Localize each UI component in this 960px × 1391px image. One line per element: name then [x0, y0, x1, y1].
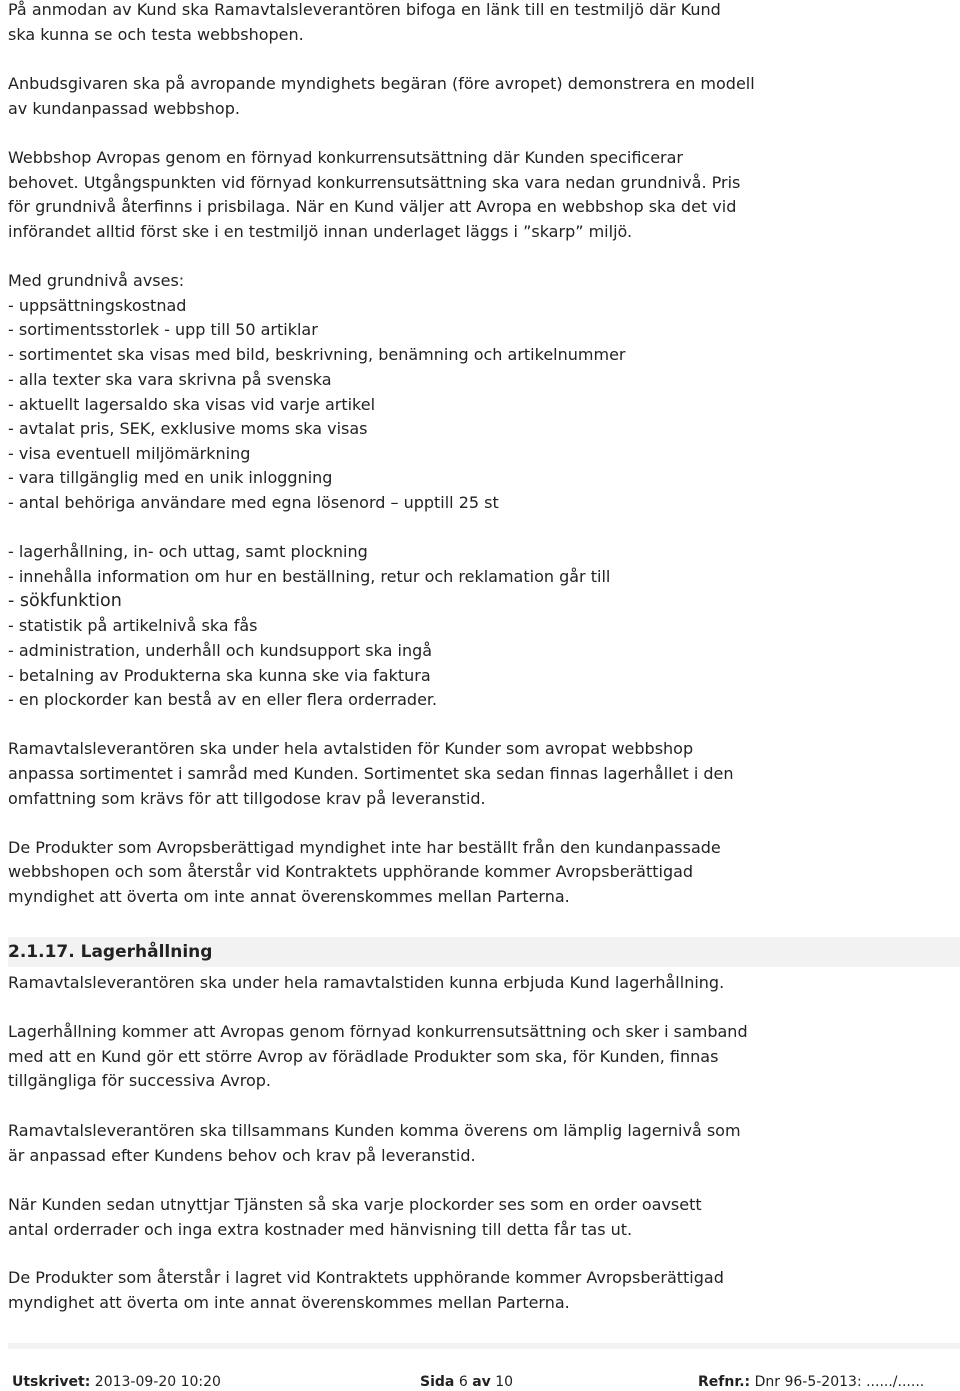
list-item: - betalning av Produkterna ska kunna ske via faktura	[8, 666, 431, 685]
list-item: - innehålla information om hur en beställning, retur och reklamation går till	[8, 567, 611, 586]
paragraph-line: av kundanpassad webbshop.	[8, 99, 240, 118]
list-item: - sortimentet ska visas med bild, beskrivning, benämning och artikelnummer	[8, 345, 626, 364]
paragraph-line: De Produkter som återstår i lagret vid Kontraktets upphörande kommer Avropsberättigad	[8, 1268, 724, 1287]
paragraph-line: Ramavtalsleverantören ska under hela avtalstiden för Kunder som avropat webbshop	[8, 739, 694, 758]
paragraph-line: myndighet att överta om inte annat överenskommes mellan Parterna.	[8, 1293, 570, 1312]
list-item: - uppsättningskostnad	[8, 296, 187, 315]
paragraph-line: anpassa sortimentet i samråd med Kunden. Sortimentet ska sedan finnas lagerhållet i den	[8, 764, 734, 783]
paragraph-line: ska kunna se och testa webbshopen.	[8, 25, 304, 44]
list-item: - administration, underhåll och kundsupport ska ingå	[8, 641, 433, 660]
list-item: - alla texter ska vara skrivna på svenska	[8, 370, 332, 389]
paragraph-line: med att en Kund gör ett större Avrop av förädlade Produkter som ska, för Kunden, finnas	[8, 1047, 719, 1066]
list-item: - visa eventuell miljömärkning	[8, 444, 251, 463]
paragraph-line: för grundnivå återfinns i prisbilaga. När en Kund väljer att Avropa en webbshop ska det vid	[8, 197, 737, 216]
page-label: Sida	[420, 1374, 455, 1390]
paragraph-line: De Produkter som Avropsberättigad myndighet inte har beställt från den kundanpassade	[8, 838, 721, 857]
list-intro: Med grundnivå avses:	[8, 271, 185, 290]
list-item: - sortimentsstorlek - upp till 50 artiklar	[8, 320, 318, 339]
paragraph-line: är anpassad efter Kundens behov och krav på leveranstid.	[8, 1146, 476, 1165]
paragraph-line: tillgängliga för successiva Avrop.	[8, 1071, 272, 1090]
paragraph-line: behovet. Utgångspunkten vid förnyad konkurrensutsättning ska vara nedan grundnivå. Pris	[8, 173, 741, 192]
page-of: av	[472, 1374, 491, 1390]
paragraph-line: På anmodan av Kund ska Ramavtalsleverantören bifoga en länk till en testmiljö där Kund	[8, 0, 721, 19]
paragraph-line: webbshopen och som återstår vid Kontraktets upphörande kommer Avropsberättigad	[8, 862, 694, 881]
list-item: - sökfunktion	[8, 591, 122, 611]
footer-divider	[8, 1343, 960, 1349]
list-item: - avtalat pris, SEK, exklusive moms ska visas	[8, 419, 368, 438]
section-heading: 2.1.17. Lagerhållning	[8, 942, 213, 962]
paragraph-line: Ramavtalsleverantören ska under hela ramavtalstiden kunna erbjuda Kund lagerhållning.	[8, 973, 725, 992]
printed-value: 2013-09-20 10:20	[94, 1374, 221, 1390]
paragraph-line: antal orderrader och inga extra kostnader med hänvisning till detta får tas ut.	[8, 1220, 633, 1239]
list-item: - antal behöriga användare med egna lösenord – upptill 25 st	[8, 493, 499, 512]
ref-suffix: ....../......	[866, 1374, 925, 1390]
paragraph-line: Ramavtalsleverantören ska tillsammans Kunden komma överens om lämplig lagernivå som	[8, 1121, 741, 1140]
printed-label: Utskrivet:	[12, 1374, 91, 1390]
list-item: - statistik på artikelnivå ska fås	[8, 616, 258, 635]
paragraph-line: införandet alltid först ske i en testmiljö innan underlaget läggs i ”skarp” miljö.	[8, 222, 633, 241]
paragraph-line: När Kunden sedan utnyttjar Tjänsten så ska varje plockorder ses som en order oavsett	[8, 1195, 702, 1214]
ref-label: Refnr.:	[698, 1374, 751, 1390]
list-item: - vara tillgänglig med en unik inloggning	[8, 468, 333, 487]
paragraph-line: Webbshop Avropas genom en förnyad konkurrensutsättning där Kunden specificerar	[8, 148, 684, 167]
ref-value: Dnr 96-5-2013:	[754, 1374, 862, 1390]
list-item: - aktuellt lagersaldo ska visas vid varje artikel	[8, 395, 376, 414]
paragraph-line: myndighet att överta om inte annat överenskommes mellan Parterna.	[8, 887, 570, 906]
page-current: 6	[458, 1374, 468, 1390]
list-item: - lagerhållning, in- och uttag, samt plockning	[8, 542, 368, 561]
paragraph-line: omfattning som krävs för att tillgodose krav på leveranstid.	[8, 789, 486, 808]
paragraph-line: Anbudsgivaren ska på avropande myndighets begäran (före avropet) demonstrera en modell	[8, 74, 755, 93]
page-total: 10	[495, 1374, 514, 1390]
paragraph-line: Lagerhållning kommer att Avropas genom förnyad konkurrensutsättning och sker i samband	[8, 1022, 748, 1041]
list-item: - en plockorder kan bestå av en eller flera orderrader.	[8, 690, 438, 709]
